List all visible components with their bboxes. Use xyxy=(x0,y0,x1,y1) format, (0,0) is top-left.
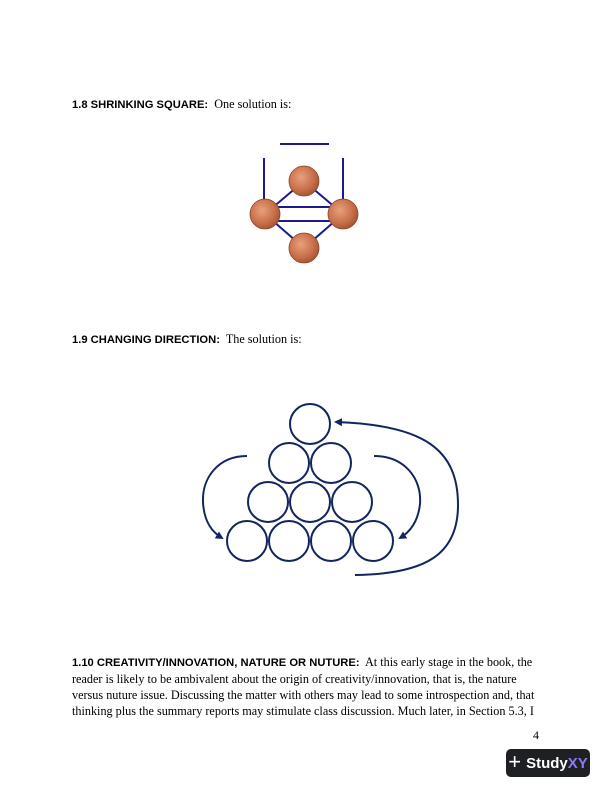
circle-row4-4 xyxy=(353,521,393,561)
section-1-10-text: At this early stage in the book, the xyxy=(365,655,533,669)
coin-top xyxy=(289,166,319,196)
circle-row2-1 xyxy=(269,443,309,483)
studyxy-logo[interactable] xyxy=(506,749,590,777)
arrow-right-curve xyxy=(374,456,420,538)
section-1-8-label: 1.8 SHRINKING SQUARE: xyxy=(72,99,209,111)
circle-row3-1 xyxy=(248,482,288,522)
section-1-9-text: The solution is: xyxy=(225,332,302,346)
circle-row3-3 xyxy=(332,482,372,522)
circle-row1-1 xyxy=(290,404,330,444)
plus-icon: + xyxy=(508,748,522,774)
paragraph-line: reader is likely to be ambivalent about the origin of creativity/innovation, that is, the nature xyxy=(72,672,517,686)
logo-text-main: Study xyxy=(526,754,568,772)
coin-left xyxy=(250,199,280,229)
section-1-10-label: 1.10 CREATIVITY/INNOVATION, NATURE OR NUTURE: xyxy=(72,657,360,669)
section-1-8-text: One solution is: xyxy=(214,97,292,111)
page-number: 4 xyxy=(533,728,539,742)
arrow-left-curve xyxy=(203,456,247,538)
circle-row4-3 xyxy=(311,521,351,561)
section-1-9-heading xyxy=(72,332,302,347)
circle-row2-2 xyxy=(311,443,351,483)
logo-text xyxy=(526,755,588,772)
arrow-bottom-to-top xyxy=(336,422,458,575)
circle-row3-2 xyxy=(290,482,330,522)
section-1-10-heading xyxy=(72,655,532,670)
section-1-9-label: 1.9 CHANGING DIRECTION: xyxy=(72,334,220,346)
coin-right xyxy=(328,199,358,229)
paragraph-line: thinking plus the summary reports may stimulate class discussion. Much later, in Section 5.3, I xyxy=(72,704,534,718)
logo-text-accent: XY xyxy=(567,754,588,772)
circle-row4-2 xyxy=(269,521,309,561)
section-1-10-paragraph xyxy=(72,671,542,719)
coin-bottom xyxy=(289,233,319,263)
circle-row4-1 xyxy=(227,521,267,561)
shrinking-square-figure xyxy=(250,144,358,263)
changing-direction-figure xyxy=(203,404,458,575)
paragraph-line: versus nuture issue. Discussing the matter with others may lead to some introspection and, that xyxy=(72,688,535,702)
